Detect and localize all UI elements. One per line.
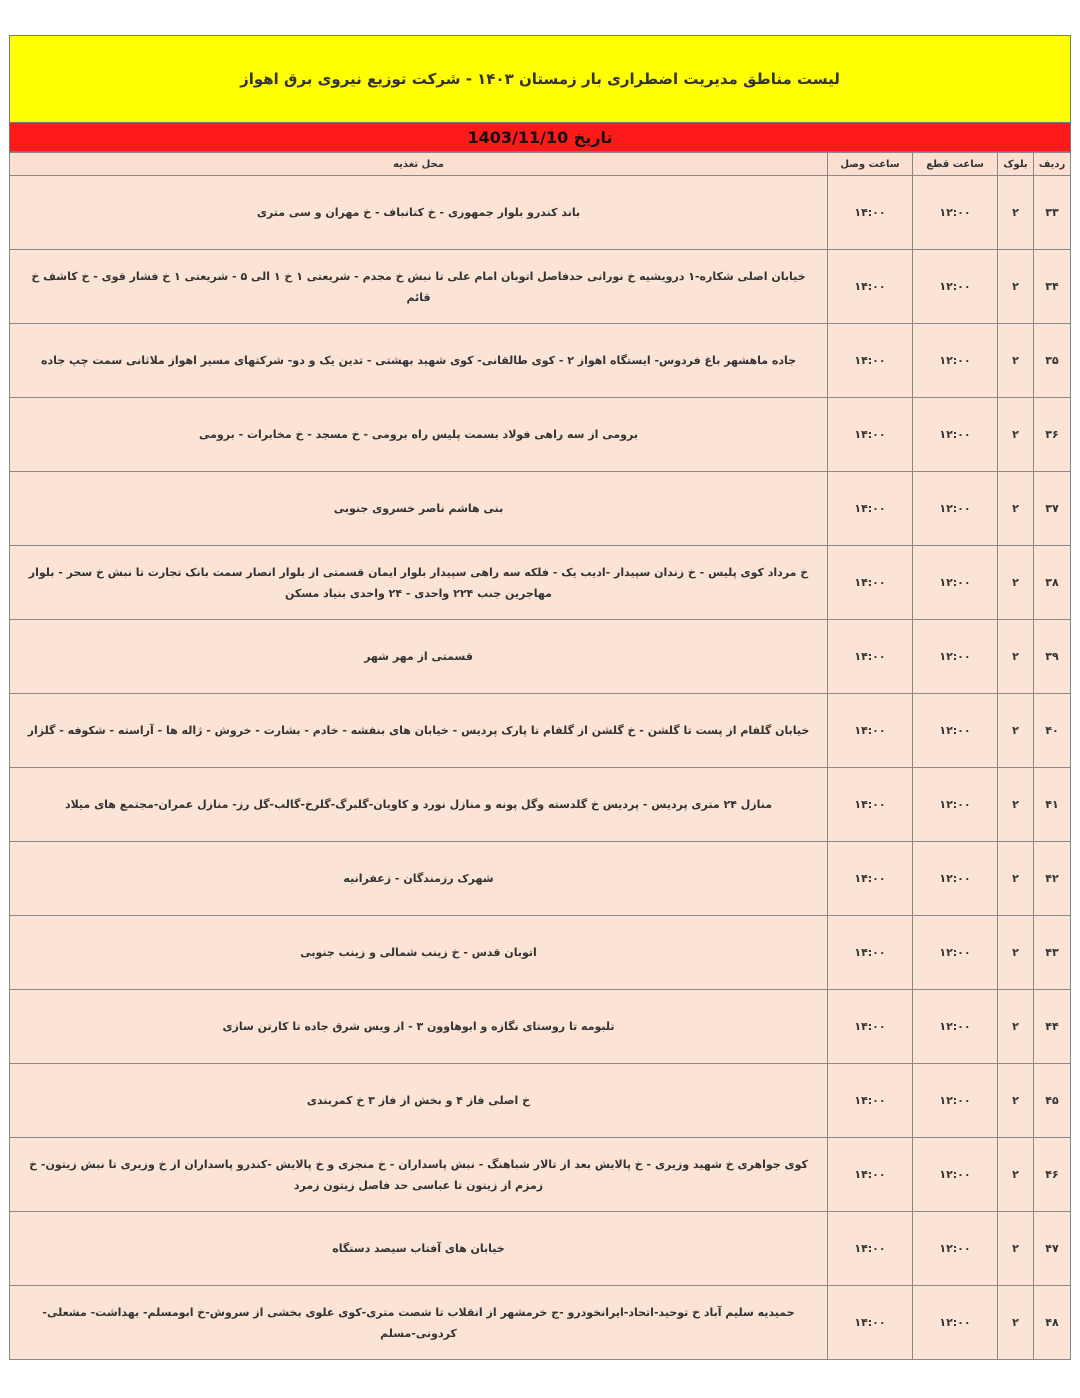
row-location: قسمتی از مهر شهر [10,620,828,694]
row-location: حمیدیه سلیم آباد خ توحید-اتحاد-ایرانخودرو -ج خرمشهر از انقلاب تا شصت متری-کوی علوی بخشی از سروش-خ ابومسلم- بهداشت- مشعلی- کردونی-مسلم [10,1286,828,1360]
row-cut-time: ۱۲:۰۰ [913,398,998,472]
row-location: خ اصلی فاز ۴ و بخش از فاز ۳ خ کمربندی [10,1064,828,1138]
row-cut-time: ۱۲:۰۰ [913,842,998,916]
row-index: ۳۵ [1034,324,1071,398]
row-index: ۴۸ [1034,1286,1071,1360]
table-row [10,1212,1071,1286]
row-index: ۴۰ [1034,694,1071,768]
row-location: خیابان های آفتاب سیصد دستگاه [10,1212,828,1286]
table-row [10,620,1071,694]
row-cut-time: ۱۲:۰۰ [913,1212,998,1286]
row-connect-time: ۱۴:۰۰ [828,842,913,916]
row-block: ۲ [998,620,1034,694]
table-row [10,250,1071,324]
row-location: اتوبان قدس - خ زینب شمالی و زینب جنوبی [10,916,828,990]
table-row [10,324,1071,398]
row-index: ۴۱ [1034,768,1071,842]
row-connect-time: ۱۴:۰۰ [828,250,913,324]
row-location: بنی هاشم ناصر خسروی جنوبی [10,472,828,546]
header-location: محل تغذیه [10,153,828,176]
row-block: ۲ [998,842,1034,916]
table-row [10,176,1071,250]
row-connect-time: ۱۴:۰۰ [828,472,913,546]
row-block: ۲ [998,768,1034,842]
row-connect-time: ۱۴:۰۰ [828,768,913,842]
row-cut-time: ۱۲:۰۰ [913,694,998,768]
date-banner [9,122,1071,152]
row-block: ۲ [998,472,1034,546]
row-block: ۲ [998,990,1034,1064]
row-location: جاده ماهشهر باغ فردوس- ایستگاه اهواز ۲ - کوی طالقانی- کوی شهید بهشتی - تدین یک و دو- شرکتهای مسیر اهواز ملاثانی سمت چپ جاده [10,324,828,398]
table-row [10,1286,1071,1360]
header-connect-time: ساعت وصل [828,153,913,176]
row-location: شهرک رزمندگان - زعفرانیه [10,842,828,916]
row-block: ۲ [998,546,1034,620]
row-connect-time: ۱۴:۰۰ [828,324,913,398]
table-row [10,990,1071,1064]
row-index: ۳۳ [1034,176,1071,250]
table-row [10,398,1071,472]
row-cut-time: ۱۲:۰۰ [913,250,998,324]
row-block: ۲ [998,916,1034,990]
row-connect-time: ۱۴:۰۰ [828,916,913,990]
outage-table [9,152,1071,1360]
row-cut-time: ۱۲:۰۰ [913,768,998,842]
date-label: تاریخ 1403/11/10 [467,127,613,147]
table-header-row [10,153,1071,176]
schedule-sheet [9,35,1071,1360]
row-cut-time: ۱۲:۰۰ [913,916,998,990]
table-row [10,768,1071,842]
row-index: ۳۴ [1034,250,1071,324]
row-connect-time: ۱۴:۰۰ [828,694,913,768]
row-location: برومی از سه راهی فولاد بسمت پلیس راه برومی - خ مسجد - خ مخابرات - برومی [10,398,828,472]
row-location: خ مرداد کوی پلیس - خ زندان سپیدار -ادیب یک - فلکه سه راهی سپیدار بلوار ایمان قسمتی از بلوار انصار سمت بانک تجارت تا نبش خ سحر - بلوار مهاجرین جنب ۲۲۴ واحدی - ۲۴ واحدی بنیاد مسکن [10,546,828,620]
row-connect-time: ۱۴:۰۰ [828,990,913,1064]
row-index: ۴۲ [1034,842,1071,916]
row-block: ۲ [998,1064,1034,1138]
row-block: ۲ [998,176,1034,250]
header-cut-time: ساعت قطع [913,153,998,176]
title-banner [9,35,1071,122]
row-connect-time: ۱۴:۰۰ [828,398,913,472]
row-connect-time: ۱۴:۰۰ [828,1064,913,1138]
header-block: بلوک [998,153,1034,176]
row-cut-time: ۱۲:۰۰ [913,176,998,250]
row-connect-time: ۱۴:۰۰ [828,176,913,250]
table-row [10,546,1071,620]
row-cut-time: ۱۲:۰۰ [913,990,998,1064]
row-location: خیابان اصلی شکاره-۱ درویشیه خ نورانی حدفاصل اتوبان امام علی تا نبش خ مجدم - شریعتی ۱ خ ۱ الی ۵ - شریعتی ۱ خ فشار قوی - خ کاشف خ قائم [10,250,828,324]
header-index: ردیف [1034,153,1071,176]
row-block: ۲ [998,1286,1034,1360]
row-cut-time: ۱۲:۰۰ [913,1286,998,1360]
row-cut-time: ۱۲:۰۰ [913,1138,998,1212]
row-block: ۲ [998,398,1034,472]
row-block: ۲ [998,1138,1034,1212]
row-cut-time: ۱۲:۰۰ [913,1064,998,1138]
table-row [10,1138,1071,1212]
row-location: کوی جواهری خ شهید وزیری - خ پالایش بعد از تالار شباهنگ - نبش پاسداران - خ منجزی و خ پالایش -کندرو پاسداران از خ وزیری تا نبش زیتون- خ زمزم از زیتون تا عباسی حد فاصل زیتون زمرد [10,1138,828,1212]
row-location: باند کندرو بلوار جمهوری - خ کتانباف - خ مهران و سی متری [10,176,828,250]
row-location: خیابان گلفام از پست تا گلشن - خ گلشن از گلفام تا پارک پردیس - خیابان های بنفشه - خادم - بشارت - خروش - ژاله ها - آراسته - شکوفه - گلزار [10,694,828,768]
table-row [10,842,1071,916]
row-index: ۳۹ [1034,620,1071,694]
row-index: ۴۷ [1034,1212,1071,1286]
table-row [10,916,1071,990]
row-connect-time: ۱۴:۰۰ [828,620,913,694]
row-location: منازل ۲۴ متری پردیس - پردیس خ گلدسته وگل پونه و منازل نورد و کاویان-گلبرگ-گلرخ-گالب-گل رز- منازل عمران-مجتمع های میلاد [10,768,828,842]
row-cut-time: ۱۲:۰۰ [913,472,998,546]
row-cut-time: ۱۲:۰۰ [913,324,998,398]
row-index: ۴۵ [1034,1064,1071,1138]
row-connect-time: ۱۴:۰۰ [828,1138,913,1212]
row-index: ۳۶ [1034,398,1071,472]
row-index: ۳۷ [1034,472,1071,546]
table-row [10,472,1071,546]
row-connect-time: ۱۴:۰۰ [828,546,913,620]
row-connect-time: ۱۴:۰۰ [828,1286,913,1360]
row-index: ۴۴ [1034,990,1071,1064]
row-block: ۲ [998,324,1034,398]
page-title: لیست مناطق مدیریت اضطراری بار زمستان ۱۴۰۳ - شرکت توزیع نیروی برق اهواز [240,70,840,88]
row-location: تلبومه تا روستای نگازه و ابوهاوون ۳ - از ویس شرق جاده تا کارتن سازی [10,990,828,1064]
row-index: ۴۶ [1034,1138,1071,1212]
row-connect-time: ۱۴:۰۰ [828,1212,913,1286]
row-cut-time: ۱۲:۰۰ [913,546,998,620]
row-index: ۴۳ [1034,916,1071,990]
table-row [10,694,1071,768]
row-block: ۲ [998,694,1034,768]
row-index: ۳۸ [1034,546,1071,620]
table-row [10,1064,1071,1138]
row-cut-time: ۱۲:۰۰ [913,620,998,694]
row-block: ۲ [998,1212,1034,1286]
row-block: ۲ [998,250,1034,324]
